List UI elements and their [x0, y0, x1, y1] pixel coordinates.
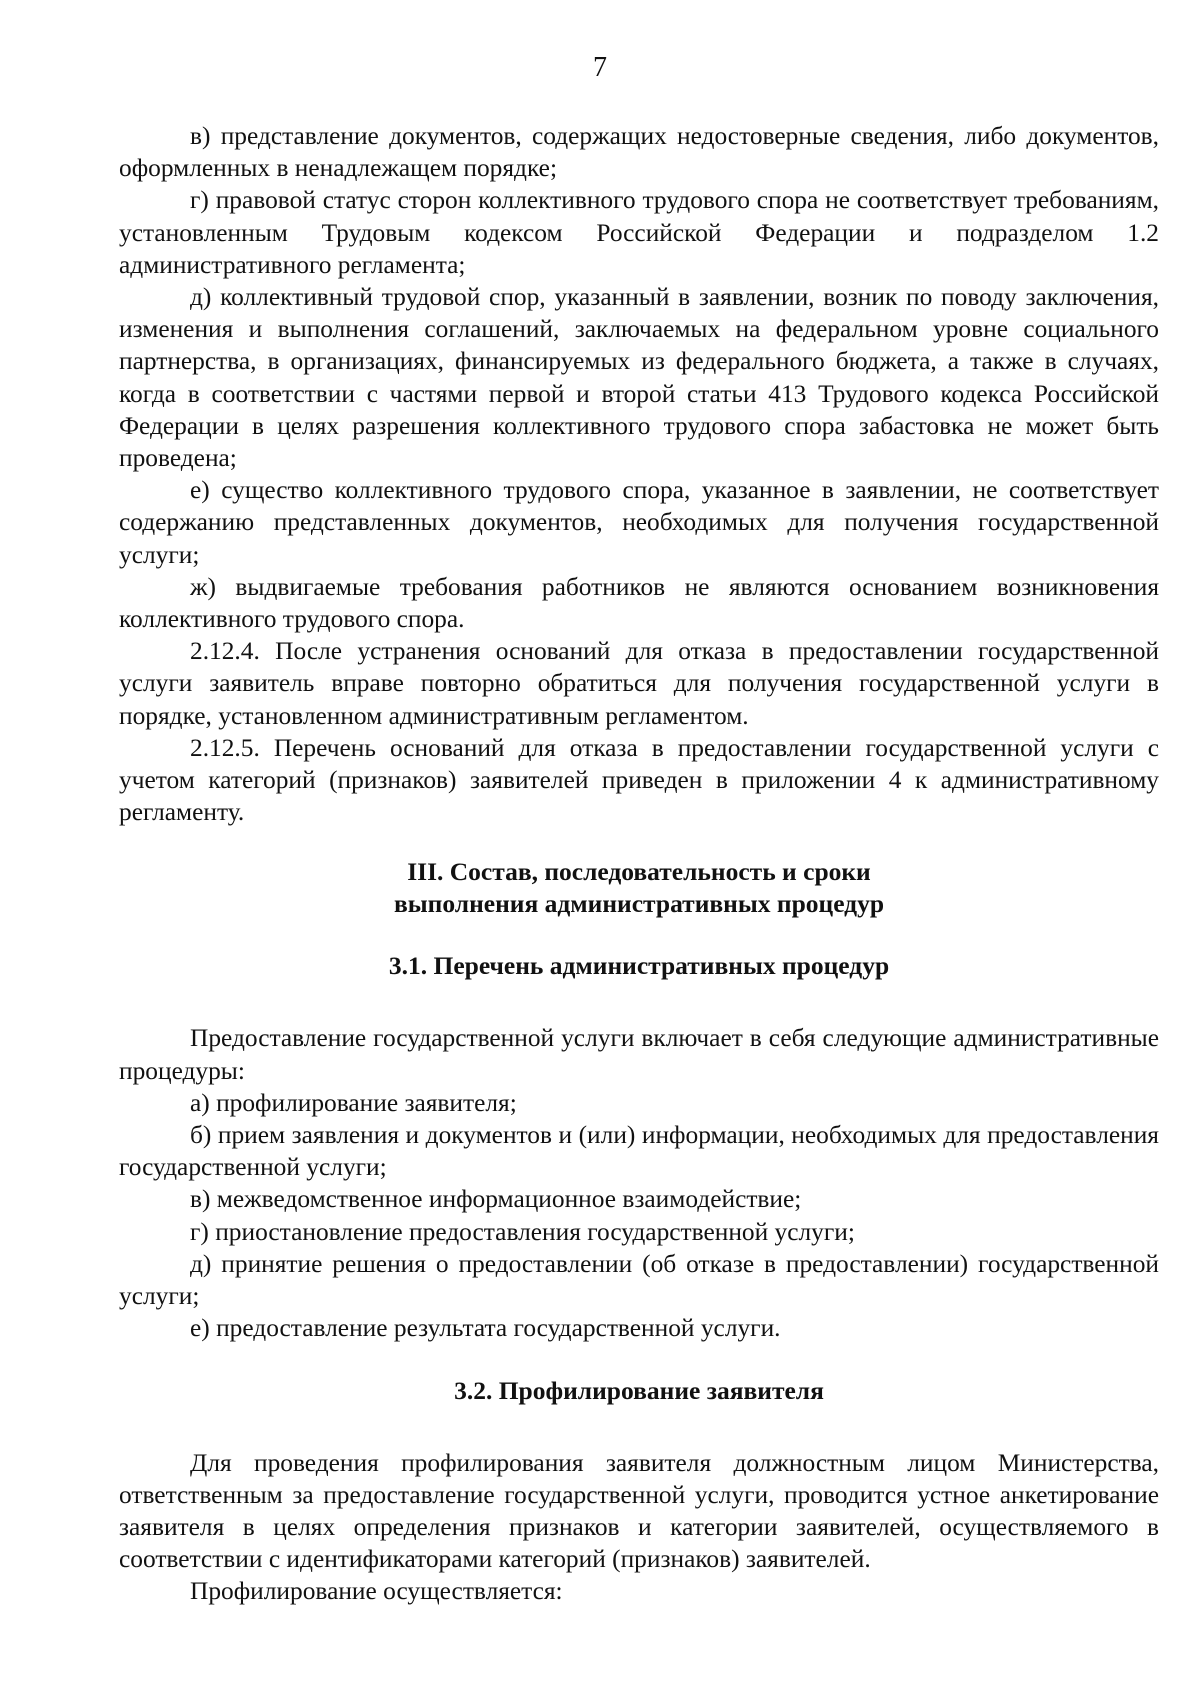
list-item-d: д) принятие решения о предоставлении (об отказе в предоставлении) государственной услуги; [119, 1249, 1159, 1311]
section-heading-line-2: выполнения административных процедур [393, 889, 885, 919]
section-heading [119, 856, 1159, 920]
list-item-a: а) профилирование заявителя; [190, 1088, 517, 1117]
paragraph-item-zh: ж) выдвигаемые требования работников не являются основанием возникновения коллективного трудового спора. [119, 572, 1159, 634]
subheading-3-2: 3.2. Профилирование заявителя [454, 1375, 824, 1405]
list-item-b: б) прием заявления и документов и (или) информации, необходимых для предоставления государственной услуги; [119, 1121, 1159, 1182]
list-item-v: в) межведомственное информационное взаимодействие; [190, 1185, 802, 1214]
subheading-3-1: 3.1. Перечень административных процедур [388, 951, 890, 981]
paragraph-item-g: г) правовой статус сторон коллективного трудового спора не соответствует требованиям, установленным Трудовым кодексом Российской Федерации и подразделом 1.2 административного регламента; [119, 186, 1159, 279]
paragraph-item-d: д) коллективный трудовой спор, указанный в заявлении, возник по поводу заключения, изменения и выполнения соглашений, заключаемых на федеральном уровне социального партнерства, в организациях, финансируемых из федерального бюджета, а также в случаях, когда в соответствии с частями первой и второй статьи 413 Трудового кодекса Российской Федерации в целях разрешения коллективного трудового спора забастовка не может быть проведена; [119, 283, 1159, 473]
list-item-e: е) предоставление результата государственной услуги. [190, 1314, 781, 1343]
paragraph-2-12-4: 2.12.4. После устранения оснований для отказа в предоставлении государственной услуги заявитель вправе повторно обратиться для получения государственной услуги в порядке, установленном административным регламентом. [119, 637, 1159, 730]
page-number: 7 [593, 52, 607, 83]
paragraph-profiling: Для проведения профилирования заявителя должностным лицом Министерства, ответственным за предоставление государственной услуги, проводится устное анкетирование заявителя в целях определения признаков и категории заявителей, осуществляемого в соответствии с идентификаторами категорий (признаков) заявителей. [119, 1448, 1159, 1574]
section-heading-line-1: III. Состав, последовательность и сроки [407, 857, 871, 887]
document-body [119, 120, 1159, 1608]
paragraph-item-v: в) представление документов, содержащих недостоверные сведения, либо документов, оформленных в ненадлежащем порядке; [119, 122, 1159, 183]
paragraph-2-12-5: 2.12.5. Перечень оснований для отказа в предоставлении государственной услуги с учетом категорий (признаков) заявителей приведен в приложении 4 к административному регламенту. [119, 733, 1159, 827]
list-item-g: г) приостановление предоставления государственной услуги; [190, 1217, 855, 1246]
paragraph-procedures-intro: Предоставление государственной услуги включает в себя следующие административные процедуры: [119, 1024, 1159, 1085]
paragraph-item-e: е) существо коллективного трудового спора, указанное в заявлении, не соответствует содержанию представленных документов, необходимых для получения государственной услуги; [119, 476, 1159, 569]
paragraph-profiling-start: Профилирование осуществляется: [190, 1577, 563, 1606]
